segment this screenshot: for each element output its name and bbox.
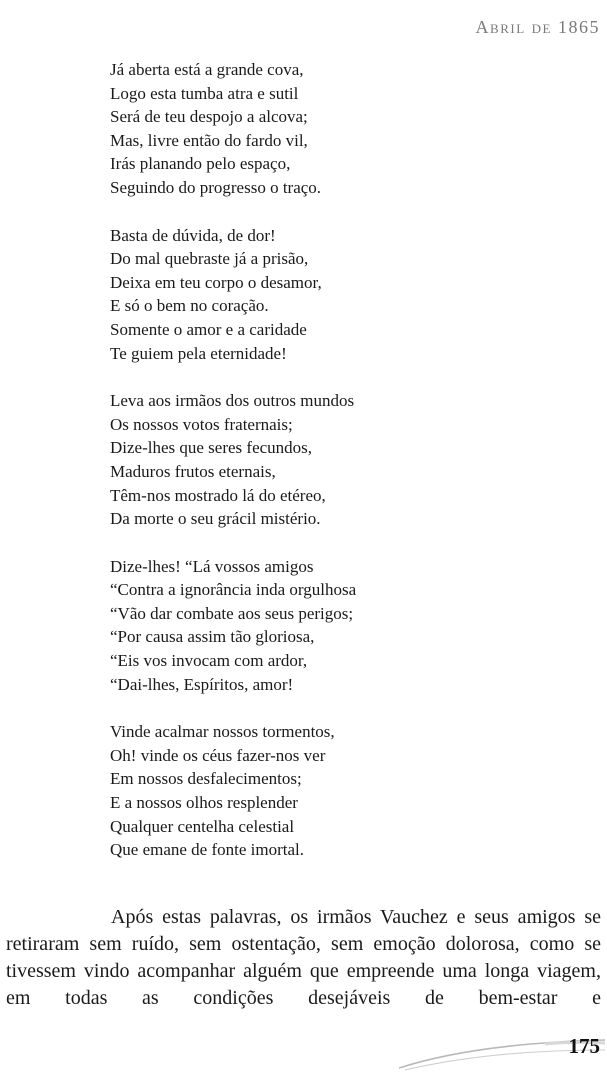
verse-line: Vinde acalmar nossos tormentos,: [110, 722, 335, 742]
poem-stanza-3: [110, 389, 570, 531]
poem: [110, 58, 570, 862]
verse-line: Oh! vinde os céus fazer-nos ver: [110, 745, 326, 765]
verse-line: Logo esta tumba atra e sutil: [110, 83, 299, 103]
verse-line: E só o bem no coração.: [110, 296, 269, 316]
verse-line: “Por causa assim tão gloriosa,: [110, 627, 315, 647]
verse-line: “Contra a ignorância inda orgulhosa: [110, 580, 357, 600]
verse-line: Te guiem pela eternidade!: [110, 343, 287, 363]
poem-stanza-1: [110, 58, 570, 200]
poem-stanza-5: [110, 720, 570, 862]
poem-stanza-4: [110, 555, 570, 697]
verse-line: Já aberta está a grande cova,: [110, 60, 304, 79]
verse-line: Do mal quebraste já a prisão,: [110, 249, 309, 269]
verse-line: Dize-lhes que seres fecundos,: [110, 438, 313, 458]
verse-line: Seguindo do progresso o traço.: [110, 177, 322, 197]
verse-line: Somente o amor e a caridade: [110, 319, 307, 339]
verse-line: Basta de dúvida, de dor!: [110, 225, 276, 245]
verse-line: Em nossos desfalecimentos;: [110, 769, 302, 789]
verse-line: Da morte o seu grácil mistério.: [110, 509, 321, 529]
verse-line: Têm-nos mostrado lá do etéreo,: [110, 485, 326, 505]
verse-line: E a nossos olhos resplender: [110, 793, 298, 813]
page-number: 175: [568, 1034, 600, 1058]
verse-line: Qualquer centelha celestial: [110, 816, 295, 836]
verse-line: Deixa em teu corpo o desamor,: [110, 272, 322, 292]
verse-line: Que emane de fonte imortal.: [110, 840, 305, 860]
verse-line: Irás planando pelo espaço,: [110, 154, 291, 174]
prose-body: [6, 904, 601, 1012]
verse-line: “Dai-lhes, Espíritos, amor!: [110, 674, 294, 694]
verse-line: Maduros frutos eternais,: [110, 461, 276, 481]
poem-stanza-2: [110, 224, 570, 366]
verse-line: “Eis vos invocam com ardor,: [110, 651, 308, 671]
verse-line: Leva aos irmãos dos outros mundos: [110, 391, 355, 411]
verse-line: Os nossos votos fraternais;: [110, 414, 293, 434]
verse-line: “Vão dar combate aos seus perigos;: [110, 603, 354, 623]
verse-line: Mas, livre então do fardo vil,: [110, 130, 308, 150]
running-header: Abril de 1865: [475, 17, 600, 37]
verse-line: Será de teu despojo a alcova;: [110, 107, 308, 127]
prose-paragraph: Após estas palavras, os irmãos Vauchez e seus amigos se retiraram sem ruído, sem ostentação, sem emoção dolorosa, como se tivessem vindo acompanhar alguém que empreende uma longa viagem, em todas as condições desejáveis de bem-estar e: [6, 906, 601, 1009]
verse-line: Dize-lhes! “Lá vossos amigos: [110, 556, 314, 576]
